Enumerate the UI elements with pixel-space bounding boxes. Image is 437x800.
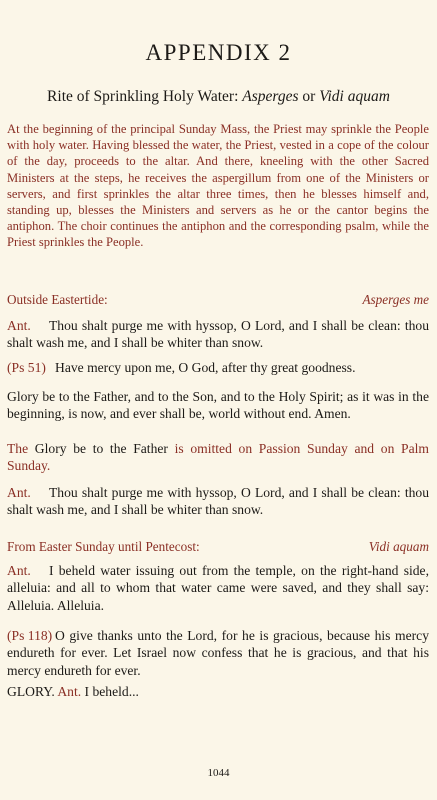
note-glory: Glory be to the Father bbox=[28, 441, 175, 456]
subtitle-text: Rite of Sprinkling Holy Water: bbox=[47, 88, 243, 105]
section2-heading: From Easter Sunday until Pentecost: bbox=[7, 539, 200, 554]
psalm-label: (Ps 118) bbox=[7, 628, 53, 643]
section1-note bbox=[7, 440, 429, 475]
section2-antiphon bbox=[7, 562, 429, 614]
section1-heading-right: Asperges me bbox=[362, 292, 429, 307]
antiphon-label: Ant. bbox=[7, 563, 31, 578]
antiphon-text: Thou shalt purge me with hyssop, O Lord, and I shall be clean: thou shalt wash me, and I shall be whiter than snow. bbox=[7, 318, 429, 351]
psalm-label: (Ps 51) bbox=[7, 360, 46, 375]
section2-psalm bbox=[7, 627, 429, 679]
psalm-text: Have mercy upon me, O God, after thy great goodness. bbox=[55, 360, 356, 375]
section1-heading-row bbox=[7, 292, 429, 308]
antiphon-text: I beheld water issuing out from the temple, on the right-hand side, alleluia: and all to whom that water came were saved, and they shall say: Alleluia. Alleluia. bbox=[7, 563, 429, 613]
section2-glory-line bbox=[7, 683, 429, 700]
antiphon-label: Ant. bbox=[7, 318, 31, 333]
intro-rubric: At the beginning of the principal Sunday Mass, the Priest may sprinkle the People with holy water. Having blessed the water, the Priest, vested in a cope of the colour of the day, proceeds to the altar. And there, kneeling with the other Sacred Ministers at the steps, he receives the aspergillum from one of the Ministers or servers, and first sprinkles the altar three times, then he blesses himself and, standing up, blesses the Ministers and servers as he or the cantor begins the antiphon. The choir continues the antiphon and the corresponding psalm, while the Priest sprinkles the People. bbox=[7, 122, 429, 250]
section1-psalm bbox=[7, 359, 429, 376]
subtitle-vidi-aquam: Vidi aquam bbox=[319, 88, 390, 105]
antiphon-text: Thou shalt purge me with hyssop, O Lord, and I shall be clean: thou shalt wash me, and I shall be whiter than snow. bbox=[7, 485, 429, 518]
note-rest: is omitted on Passion Sunday and on Palm Sunday. bbox=[7, 441, 429, 474]
section2-heading-right: Vidi aquam bbox=[368, 539, 429, 554]
glory-ant: Ant. bbox=[54, 684, 82, 699]
section1-heading: Outside Eastertide: bbox=[7, 292, 108, 307]
note-the: The bbox=[7, 441, 29, 456]
glory-rest: I beheld... bbox=[81, 684, 139, 699]
psalm-text: O give thanks unto the Lord, for he is gracious, because his mercy endureth for ever. Let Israel now confess that he is gracious, and that his mercy endureth for ever. bbox=[7, 628, 429, 678]
section1-antiphon-repeat bbox=[7, 484, 429, 519]
subtitle-or: or bbox=[298, 88, 320, 105]
page-title: APPENDIX 2 bbox=[145, 40, 292, 65]
section1-antiphon bbox=[7, 317, 429, 352]
section2-heading-row bbox=[7, 539, 429, 555]
glory-word: GLORY. bbox=[7, 684, 55, 699]
page-subtitle bbox=[0, 88, 437, 106]
subtitle-asperges: Asperges bbox=[242, 88, 299, 105]
page-number: 1044 bbox=[207, 767, 230, 779]
section1-glory: Glory be to the Father, and to the Son, and to the Holy Spirit; as it was in the beginning, is now, and ever shall be, world without end. Amen. bbox=[7, 389, 429, 422]
antiphon-label: Ant. bbox=[7, 485, 31, 500]
